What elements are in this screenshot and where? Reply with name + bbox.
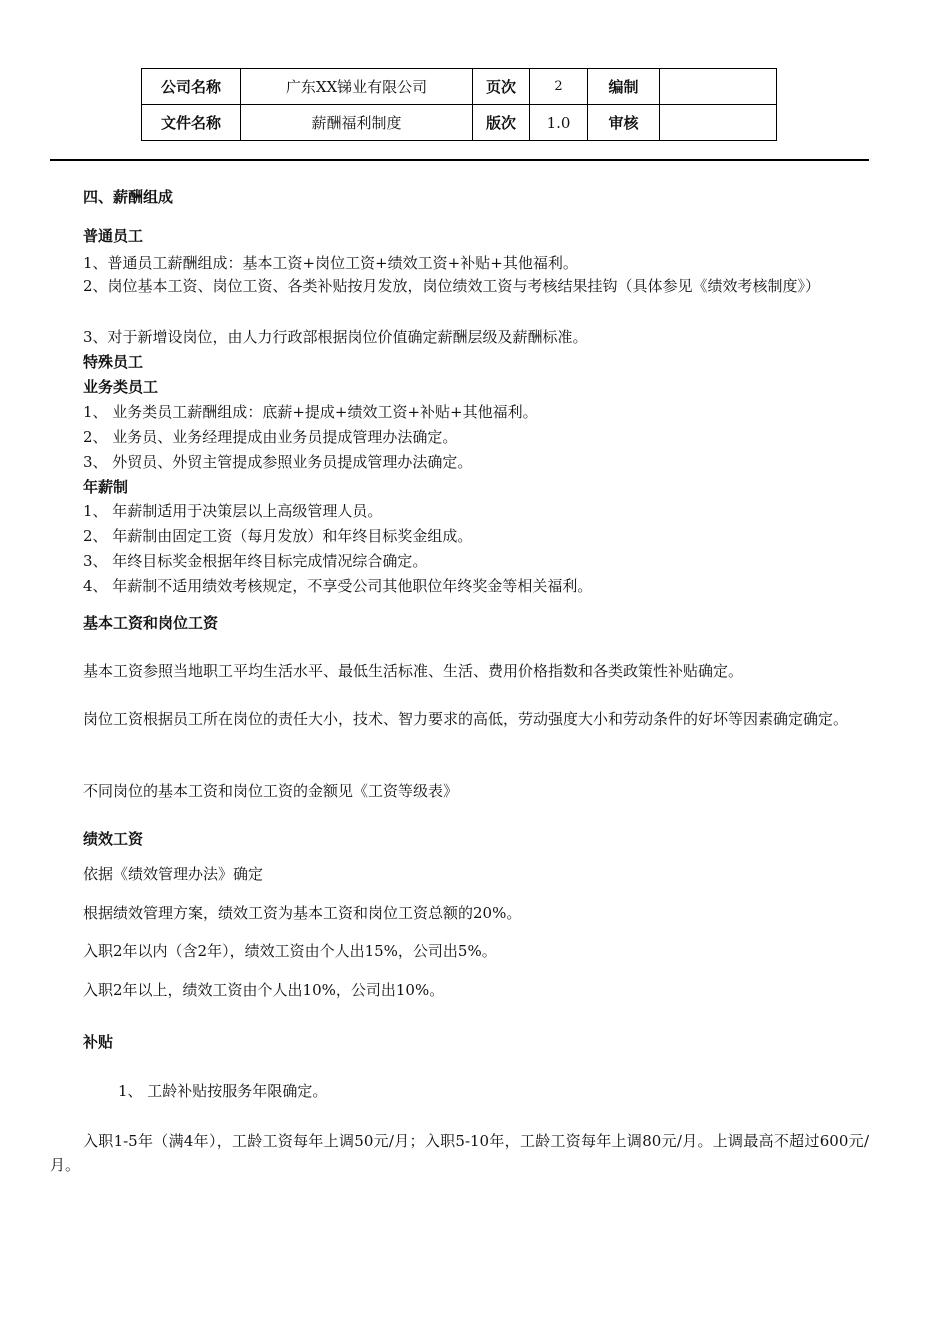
page-value: 2: [530, 69, 588, 105]
base-salary-title: 基本工资和岗位工资: [83, 614, 219, 632]
normal-item-2: 2、岗位基本工资、岗位工资、各类补贴按月发放，岗位绩效工资与考核结果挂钩（具体参见《绩效考核制度》）: [83, 277, 821, 295]
sales-staff-title: 业务类员工: [83, 378, 159, 396]
subsidy-para-1: 入职1-5年（满4年），工龄工资每年上调50元/月；入职5-10年，工龄工资每年上调80元/月。上调最高不超过600元/月。: [50, 1132, 869, 1174]
sales-item-3: 3、 外贸员、外贸主管提成参照业务员提成管理办法确定。: [83, 453, 473, 471]
header-row-file: [142, 105, 777, 141]
header-divider: [50, 159, 869, 161]
base-para-2: 岗位工资根据员工所在岗位的责任大小，技术、智力要求的高低，劳动强度大小和劳动条件的好坏等因素确定确定。: [83, 710, 849, 728]
normal-item-1: 1、普通员工薪酬组成：基本工资+岗位工资+绩效工资+补贴+其他福利。: [83, 254, 578, 272]
file-label: 文件名称: [142, 105, 241, 141]
performance-para-3: 入职2年以内（含2年），绩效工资由个人出15%，公司出5%。: [83, 942, 497, 960]
annual-salary-title: 年薪制: [83, 478, 129, 496]
section-title: 四、薪酬组成: [83, 188, 174, 206]
header-table: [141, 68, 777, 141]
sales-item-2: 2、 业务员、业务经理提成由业务员提成管理办法确定。: [83, 428, 458, 446]
normal-item-3: 3、对于新增设岗位，由人力行政部根据岗位价值确定薪酬层级及薪酬标准。: [83, 328, 588, 346]
subsidy-item-1: 1、 工龄补贴按服务年限确定。: [118, 1082, 328, 1100]
sales-item-1: 1、 业务类员工薪酬组成：底薪+提成+绩效工资+补贴+其他福利。: [83, 403, 538, 421]
base-para-1: 基本工资参照当地职工平均生活水平、最低生活标准、生活、费用价格指数和各类政策性补贴确定。: [83, 662, 744, 680]
base-para-3: 不同岗位的基本工资和岗位工资的金额见《工资等级表》: [83, 782, 459, 800]
annual-item-2: 2、 年薪制由固定工资（每月发放）和年终目标奖金组成。: [83, 527, 473, 545]
performance-para-1: 依据《绩效管理办法》确定: [83, 865, 264, 883]
performance-para-4: 入职2年以上，绩效工资由个人出10%，公司出10%。: [83, 981, 445, 999]
edit-value: [660, 69, 777, 105]
header-row-company: [142, 69, 777, 105]
subsidy-title: 补贴: [83, 1033, 114, 1051]
page-label: 页次: [473, 69, 530, 105]
normal-staff-title: 普通员工: [83, 227, 144, 245]
company-label: 公司名称: [142, 69, 241, 105]
annual-item-3: 3、 年终目标奖金根据年终目标完成情况综合确定。: [83, 552, 428, 570]
review-value: [660, 105, 777, 141]
review-label: 审核: [588, 105, 660, 141]
version-label: 版次: [473, 105, 530, 141]
performance-para-2: 根据绩效管理方案，绩效工资为基本工资和岗位工资总额的20%。: [83, 904, 522, 922]
version-value: 1.0: [530, 105, 588, 141]
annual-item-1: 1、 年薪制适用于决策层以上高级管理人员。: [83, 502, 383, 520]
edit-label: 编制: [588, 69, 660, 105]
special-staff-title: 特殊员工: [83, 353, 144, 371]
annual-item-4: 4、 年薪制不适用绩效考核规定，不享受公司其他职位年终奖金等相关福利。: [83, 577, 593, 595]
company-value: 广东XX锑业有限公司: [241, 69, 473, 105]
file-value: 薪酬福利制度: [241, 105, 473, 141]
performance-title: 绩效工资: [83, 830, 144, 848]
